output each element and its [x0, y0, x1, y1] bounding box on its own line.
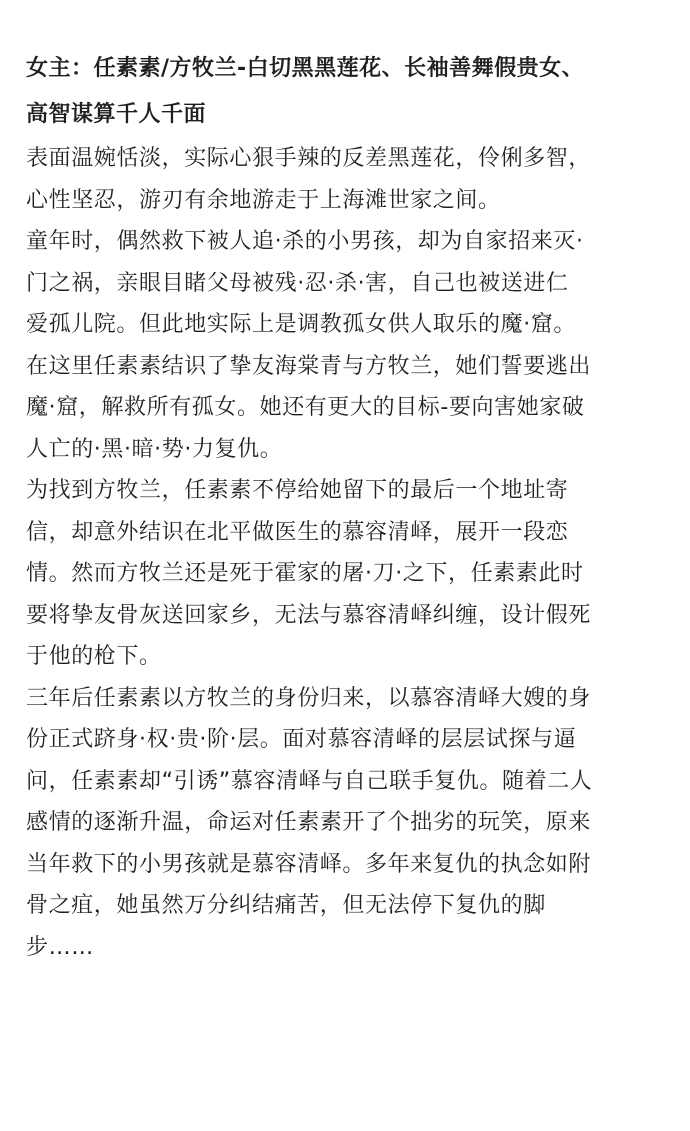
text-line: 情。然而方牧兰还是死于霍家的屠·刀·之下，任素素此时	[26, 561, 584, 586]
paragraph-intro	[26, 138, 670, 221]
paragraph-childhood	[26, 221, 670, 346]
text-line: 问，任素素却“引诱”慕容清峄与自己联手复仇。随着二人	[26, 768, 593, 794]
heading-line: 女主：任素素/方牧兰-白切黑黑莲花、长袖善舞假贵女、	[26, 56, 585, 81]
text-line: 骨之疽，她虽然万分纠结痛苦，但无法停下复仇的脚	[26, 893, 546, 918]
text-line: 人亡的·黑·暗·势·力复仇。	[26, 436, 283, 462]
paragraph-friends	[26, 346, 670, 471]
text-line: 三年后任素素以方牧兰的身份归来，以慕容清峄大嫂的身	[26, 685, 592, 711]
text-line: 当年救下的小男孩就是慕容清峄。多年来复仇的执念如附	[26, 851, 592, 877]
text-line: 要将挚友骨灰送回家乡，无法与慕容清峄纠缠，设计假死	[26, 602, 592, 628]
text-line: 表面温婉恬淡，实际心狠手辣的反差黑莲花，伶俐多智，	[26, 146, 592, 171]
text-line: 心性坚忍，游刃有余地游走于上海滩世家之间。	[26, 187, 501, 213]
text-line: 在这里任素素结识了挚友海棠青与方牧兰，她们誓要逃出	[26, 353, 592, 379]
text-line: 爱孤儿院。但此地实际上是调教孤女供人取乐的魔·窟。	[26, 312, 576, 337]
text-line: 童年时，偶然救下被人追·杀的小男孩，却为自家招来灭·	[26, 229, 584, 254]
character-heading	[26, 46, 670, 138]
text-line: 门之祸，亲眼目睹父母被残·忍·杀·害，自己也被送进仁	[26, 270, 569, 296]
text-line: 步……	[26, 934, 94, 960]
text-line: 份正式跻身·权·贵·阶·层。面对慕容清峄的层层试探与逼	[26, 727, 577, 752]
text-line: 于他的枪下。	[26, 644, 162, 669]
paragraph-romance	[26, 470, 670, 678]
text-line: 感情的逐渐升温，命运对任素素开了个拙劣的玩笑，原来	[26, 810, 592, 835]
text-line: 魔·窟，解救所有孤女。她还有更大的目标-要向害她家破	[26, 395, 585, 420]
heading-line: 高智谋算千人千面	[26, 102, 207, 127]
paragraph-return	[26, 678, 670, 969]
text-line: 为找到方牧兰，任素素不停给她留下的最后一个地址寄	[26, 478, 569, 503]
text-line: 信，却意外结识在北平做医生的慕容清峄，展开一段恋	[26, 519, 569, 545]
